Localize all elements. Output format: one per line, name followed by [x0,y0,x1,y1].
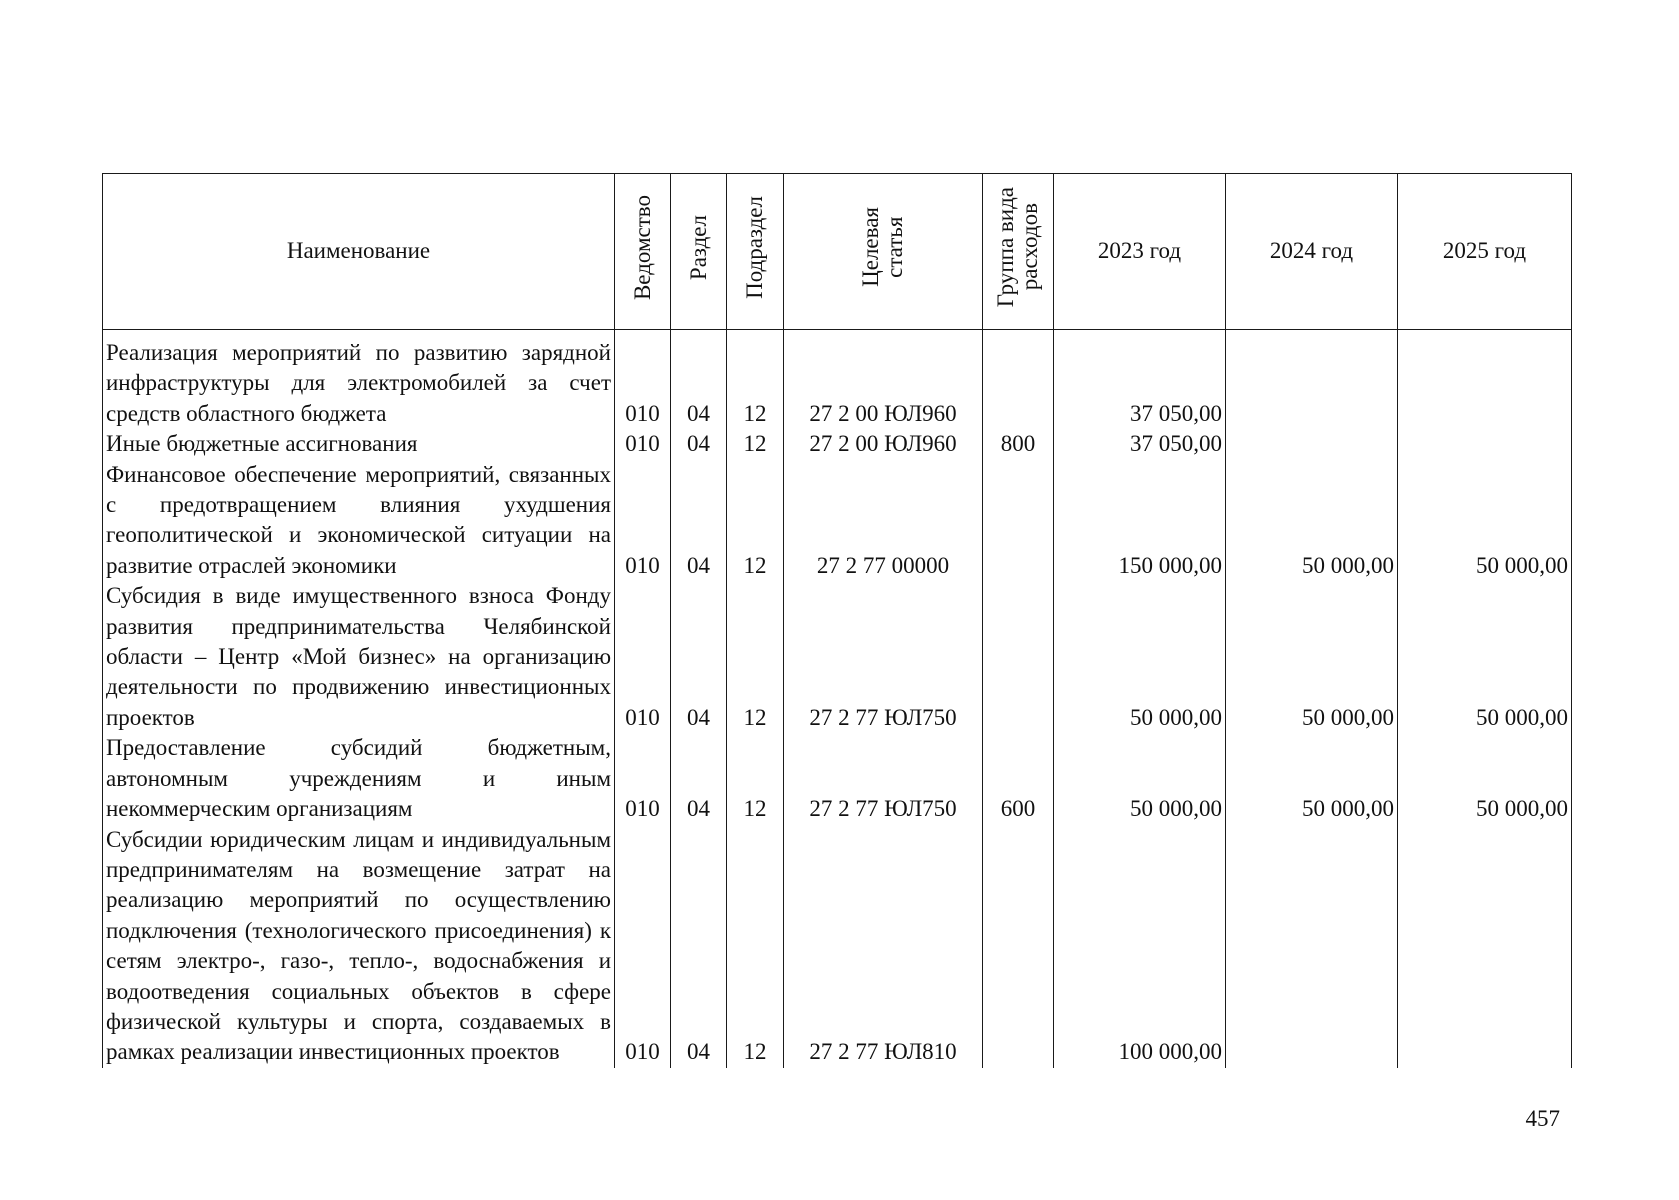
cell-podrazdel: 12 [727,733,784,824]
cell-2024: 50 000,00 [1226,581,1398,733]
cell-razdel: 04 [671,460,727,582]
header-podrazdel [727,174,784,330]
cell-podrazdel: 12 [727,825,784,1068]
cell-razdel: 04 [671,429,727,459]
cell-2023: 100 000,00 [1054,825,1226,1068]
header-2023-label: 2023 год [1097,238,1182,264]
cell-celevaya: 27 2 00 ЮЛ960 [784,429,983,459]
header-celevaya [784,174,983,330]
table-row [103,581,1572,733]
cell-celevaya: 27 2 77 ЮЛ750 [784,581,983,733]
header-name [103,174,615,330]
header-2024 [1226,174,1398,330]
cell-vedomstvo: 010 [615,825,671,1068]
table-row [103,460,1572,582]
cell-celevaya: 27 2 77 ЮЛ810 [784,825,983,1068]
header-celevaya-line1: Целевая [858,207,883,288]
cell-gruppa [983,460,1054,582]
cell-name: Реализация мероприятий по развитию зарядной инфраструктуры для электромобилей за счет средств областного бюджета [103,330,615,430]
cell-razdel: 04 [671,581,727,733]
cell-2025 [1398,825,1572,1068]
cell-vedomstvo: 010 [615,330,671,430]
cell-2023: 50 000,00 [1054,733,1226,824]
budget-table [102,173,1572,1068]
cell-podrazdel: 12 [727,330,784,430]
cell-2023: 37 050,00 [1054,330,1226,430]
header-gruppa-line2: расходов [1017,203,1042,291]
cell-gruppa: 800 [983,429,1054,459]
cell-name: Субсидия в виде имущественного взноса Фонду развития предпринимательства Челябинской области – Центр «Мой бизнес» на организацию деятельности по продвижению инвестиционных проектов [103,581,615,733]
header-celevaya-label [859,207,907,287]
cell-celevaya: 27 2 77 ЮЛ750 [784,733,983,824]
header-razdel [671,174,727,330]
header-celevaya-line2: статья [882,216,907,278]
cell-2025 [1398,330,1572,430]
cell-razdel: 04 [671,825,727,1068]
header-podrazdel-label: Подраздел [742,195,767,299]
cell-2025: 50 000,00 [1398,733,1572,824]
cell-gruppa [983,330,1054,430]
cell-2025: 50 000,00 [1398,460,1572,582]
cell-vedomstvo: 010 [615,429,671,459]
table-body [103,330,1572,1068]
cell-vedomstvo: 010 [615,733,671,824]
table-row [103,330,1572,430]
cell-2024: 50 000,00 [1226,460,1398,582]
cell-razdel: 04 [671,733,727,824]
cell-2023: 37 050,00 [1054,429,1226,459]
cell-2025 [1398,429,1572,459]
cell-name: Финансовое обеспечение мероприятий, связанных с предотвращением влияния ухудшения геополитической и экономической ситуации на развитие отраслей экономики [103,460,615,582]
header-razdel-label: Раздел [685,214,711,280]
cell-2024 [1226,330,1398,430]
header-vedomstvo [615,174,671,330]
cell-podrazdel: 12 [727,460,784,582]
cell-2023: 150 000,00 [1054,460,1226,582]
cell-razdel: 04 [671,330,727,430]
cell-2023: 50 000,00 [1054,581,1226,733]
cell-celevaya: 27 2 77 00000 [784,460,983,582]
cell-name: Предоставление субсидий бюджетным, автономным учреждениям и иным некоммерческим организациям [103,733,615,824]
table-header [103,174,1572,330]
cell-podrazdel: 12 [727,429,784,459]
table-row [103,825,1572,1068]
cell-gruppa: 600 [983,733,1054,824]
cell-podrazdel: 12 [727,581,784,733]
header-2025-label: 2025 год [1442,238,1527,264]
header-vedomstvo-label: Ведомство [629,194,655,300]
table-row [103,733,1572,824]
cell-2024 [1226,429,1398,459]
table-row [103,429,1572,459]
header-gruppa [983,174,1054,330]
header-2024-label: 2024 год [1269,238,1354,264]
cell-vedomstvo: 010 [615,460,671,582]
header-gruppa-label [994,187,1042,307]
cell-2024 [1226,825,1398,1068]
header-gruppa-line1: Группа вида [993,187,1018,308]
cell-gruppa [983,581,1054,733]
cell-name: Субсидии юридическим лицам и индивидуальным предпринимателям на возмещение затрат на реализацию мероприятий по осуществлению подключения (технологического присоединения) к сетям электро-, газо-, тепло-, водоснабжения и водоотведения социальных объектов в сфере физической культуры и спорта, создаваемых в рамках реализации инвестиционных проектов [103,825,615,1068]
cell-name: Иные бюджетные ассигнования [103,429,615,459]
cell-2024: 50 000,00 [1226,733,1398,824]
cell-2025: 50 000,00 [1398,581,1572,733]
header-2025 [1398,174,1572,330]
cell-celevaya: 27 2 00 ЮЛ960 [784,330,983,430]
cell-gruppa [983,825,1054,1068]
header-2023 [1054,174,1226,330]
page-number: 457 [1525,1106,1560,1131]
header-name-label: Наименование [286,238,431,264]
cell-vedomstvo: 010 [615,581,671,733]
